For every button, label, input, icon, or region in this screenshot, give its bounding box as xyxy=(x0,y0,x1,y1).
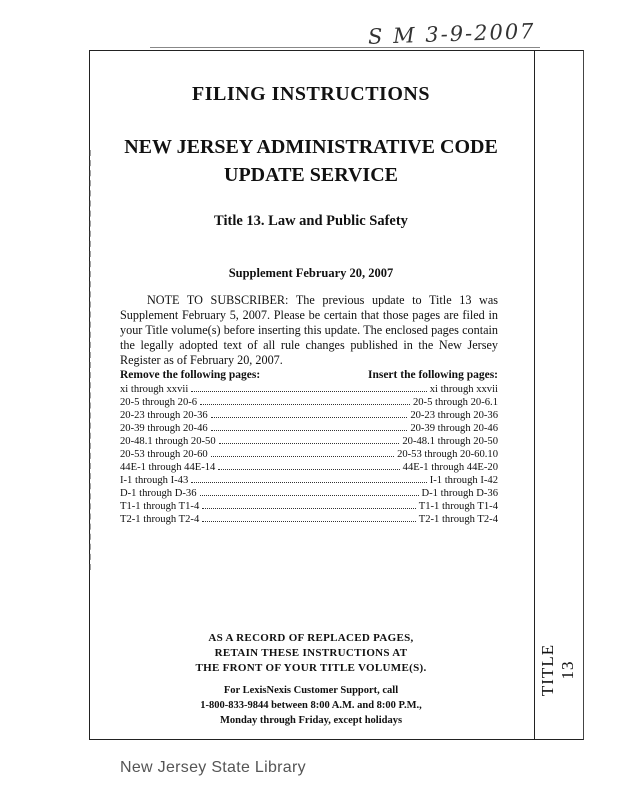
support-line-1: For LexisNexis Customer Support, call xyxy=(223,685,399,696)
dot-leader xyxy=(200,495,419,496)
dot-leader xyxy=(191,482,426,483)
table-row xyxy=(120,487,498,500)
page-heading: FILING INSTRUCTIONS xyxy=(192,83,430,105)
page-replacement-table xyxy=(120,369,498,526)
remove-header: Remove the following pages: xyxy=(120,369,261,381)
subscriber-note: NOTE TO SUBSCRIBER: The previous update to Title 13 was Supplement February 5, 2007. Please be certain that those pages are filed in your Title volume(s) before inserting this update. The enclosed pages contain the legally adopted text of all rule changes published in the New Jersey Register as of February 20, 2007. xyxy=(120,293,498,367)
dot-leader xyxy=(202,508,416,509)
table-row xyxy=(120,383,498,396)
insert-header: Insert the following pages: xyxy=(367,369,498,381)
supplement-date: Supplement February 20, 2007 xyxy=(228,266,394,280)
table-header xyxy=(120,369,498,382)
remove-pages: 20-39 through 20-46 xyxy=(120,423,208,434)
remove-pages: T1-1 through T1-4 xyxy=(120,501,200,512)
insert-pages: 20-39 through 20-46 xyxy=(410,423,498,434)
insert-pages: 20-48.1 through 20-50 xyxy=(402,436,498,447)
insert-pages: I-1 through I-42 xyxy=(429,475,498,486)
handwritten-date-note: S M 3-9-2007 xyxy=(367,19,536,49)
table-row xyxy=(120,422,498,435)
table-row xyxy=(120,461,498,474)
title-line: Title 13. Law and Public Safety xyxy=(214,213,408,229)
remove-pages: T2-1 through T2-4 xyxy=(120,514,200,525)
remove-pages: 20-48.1 through 20-50 xyxy=(120,436,216,447)
retain-line-2: RETAIN THESE INSTRUCTIONS AT xyxy=(214,647,408,659)
library-stamp: New Jersey State Library xyxy=(120,759,306,776)
support-line-3: Monday through Friday, except holidays xyxy=(219,715,403,726)
insert-pages: 44E-1 through 44E-20 xyxy=(402,462,498,473)
dot-leader xyxy=(211,456,394,457)
dot-leader xyxy=(191,391,426,392)
insert-pages: D-1 through D-36 xyxy=(421,488,498,499)
insert-pages: T2-1 through T2-4 xyxy=(418,514,498,525)
remove-pages: 20-23 through 20-36 xyxy=(120,410,208,421)
table-row xyxy=(120,396,498,409)
table-row xyxy=(120,435,498,448)
remove-pages: 20-5 through 20-6 xyxy=(120,397,198,408)
dot-leader xyxy=(202,521,416,522)
support-info xyxy=(89,683,533,728)
subheading-line-2: UPDATE SERVICE xyxy=(224,164,398,186)
remove-pages: I-1 through I-43 xyxy=(120,475,189,486)
remove-pages: D-1 through D-36 xyxy=(120,488,197,499)
dot-leader xyxy=(211,417,408,418)
support-line-2: 1-800-833-9844 between 8:00 A.M. and 8:00 P.M., xyxy=(200,700,422,711)
insert-pages: xi through xxvii xyxy=(429,384,498,395)
table-row xyxy=(120,448,498,461)
remove-pages: 20-53 through 20-60 xyxy=(120,449,208,460)
insert-pages: 20-23 through 20-36 xyxy=(410,410,498,421)
dot-leader xyxy=(211,430,408,431)
table-row xyxy=(120,409,498,422)
retain-notice xyxy=(89,631,533,676)
table-row xyxy=(120,474,498,487)
remove-pages: xi through xxvii xyxy=(120,384,189,395)
insert-pages: 20-5 through 20-6.1 xyxy=(412,397,498,408)
dot-leader xyxy=(218,469,399,470)
retain-line-3: THE FRONT OF YOUR TITLE VOLUME(S). xyxy=(195,662,427,674)
spine-label: TITLE 13 xyxy=(538,643,577,697)
spine-column xyxy=(533,50,584,740)
subheading-line-1: NEW JERSEY ADMINISTRATIVE CODE xyxy=(124,136,498,158)
table-row xyxy=(120,500,498,513)
retain-line-1: AS A RECORD OF REPLACED PAGES, xyxy=(208,632,414,644)
top-divider xyxy=(150,47,540,48)
dot-leader xyxy=(200,404,410,405)
insert-pages: 20-53 through 20-60.10 xyxy=(397,449,498,460)
page-subheading xyxy=(89,133,533,189)
dot-leader xyxy=(219,443,400,444)
table-rows xyxy=(120,383,498,526)
insert-pages: T1-1 through T1-4 xyxy=(418,501,498,512)
remove-pages: 44E-1 through 44E-14 xyxy=(120,462,216,473)
table-row xyxy=(120,513,498,526)
